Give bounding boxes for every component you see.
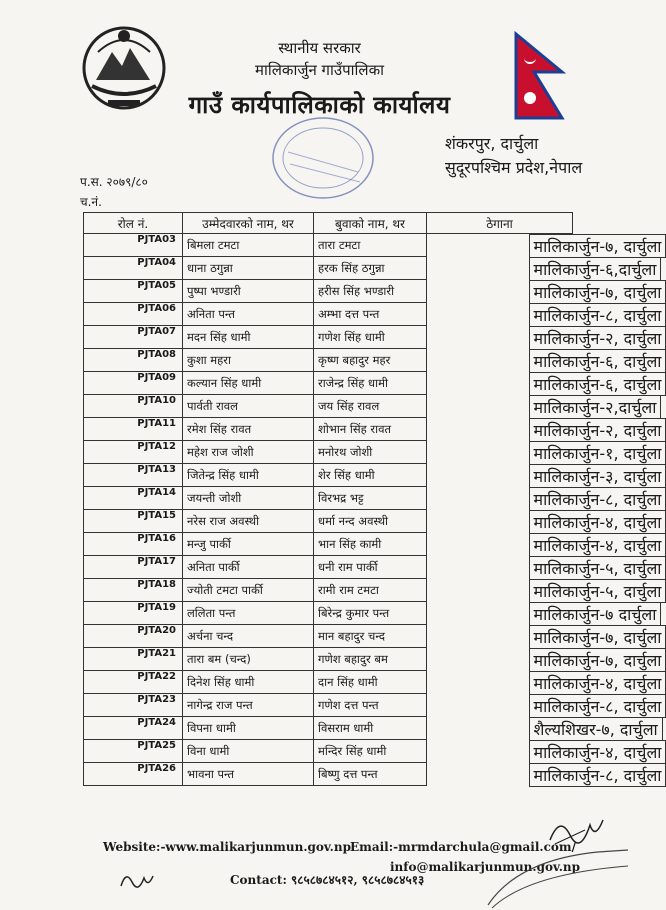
table-row [84,717,573,740]
cell-roll-number: PJTA23 [84,694,183,717]
cell-father-name: धर्मा नन्द अवस्थी [314,510,427,533]
table-row [84,579,573,602]
column-header-father: बुवाको नाम, थर [314,213,427,234]
cell-father-name: राजेन्द्र सिंह धामी [314,372,427,395]
table-row [84,280,573,303]
cell-father-name: शोभान सिंह रावत [314,418,427,441]
address-line-2: सुदूरपश्चिम प्रदेश,नेपाल [445,158,583,177]
candidate-table [83,212,662,786]
cell-address: मालिकार्जुन-४, दार्चुला [529,533,666,557]
table-row [84,533,573,556]
cell-address: मालिकार्जुन-६,दार्चुला [529,257,662,281]
cell-candidate-name: ललिता पन्त [183,602,314,625]
cell-address: मालिकार्जुन-६, दार्चुला [529,372,666,396]
cell-roll-number: PJTA26 [84,763,183,786]
cell-address: मालिकार्जुन-४, दार्चुला [529,740,666,764]
cell-roll-number: PJTA13 [84,464,183,487]
cell-roll-number: PJTA14 [84,487,183,510]
cell-address: मालिकार्जुन-८, दार्चुला [529,487,666,511]
cell-father-name: दान सिंह धामी [314,671,427,694]
website-link[interactable]: Website:-www.malikarjunmun.gov.np [103,840,351,854]
cell-father-name: विसराम धामी [314,717,427,740]
officer-stamp-icon [478,840,638,910]
signature-initials-icon [118,868,156,892]
cell-candidate-name: दिनेश सिंह धामी [183,671,314,694]
table-row [84,395,573,418]
cell-address: मालिकार्जुन-७ दार्चुला [529,602,662,626]
cell-candidate-name: अर्चना चन्द [183,625,314,648]
cell-father-name: मान बहादुर चन्द [314,625,427,648]
cell-roll-number: PJTA05 [84,280,183,303]
cell-roll-number: PJTA25 [84,740,183,763]
office-title: गाउँ कार्यपालिकाको कार्यालय [188,91,451,119]
table-row [84,349,573,372]
cell-roll-number: PJTA09 [84,372,183,395]
office-stamp-icon [268,112,378,204]
cell-roll-number: PJTA18 [84,579,183,602]
email-link-secondary[interactable]: info@malikarjunmun.gov.np [390,860,581,874]
table-row [84,625,573,648]
cell-roll-number: PJTA15 [84,510,183,533]
cell-father-name: धनी राम पार्की [314,556,427,579]
cell-father-name: शेर सिंह धामी [314,464,427,487]
column-header-candidate: उम्मेदवारको नाम, थर [183,213,314,234]
cell-candidate-name: बिमला टमटा [183,234,314,257]
cell-father-name: मन्दिर सिंह धामी [314,740,427,763]
government-label: स्थानीय सरकार [278,39,361,57]
cell-address: मालिकार्जुन-७, दार्चुला [529,280,666,304]
address-line-1: शंकरपुर, दार्चुला [445,134,539,153]
table-row [84,740,573,763]
column-header-address: ठेगाना [427,213,573,234]
cell-father-name: गणेश सिंह धामी [314,326,427,349]
cell-father-name: बिरेन्द्र कुमार पन्त [314,602,427,625]
table-row [84,648,573,671]
table-row [84,694,573,717]
municipality-name: मालिकार्जुन गाउँपालिका [255,61,384,79]
cell-father-name: कृष्ण बहादुर महर [314,349,427,372]
cell-address: मालिकार्जुन-४, दार्चुला [529,671,666,695]
cell-roll-number: PJTA03 [84,234,183,257]
cell-address: मालिकार्जुन-६, दार्चुला [529,349,666,373]
cell-roll-number: PJTA11 [84,418,183,441]
cell-roll-number: PJTA04 [84,257,183,280]
table-row [84,602,573,625]
table-header-row [84,213,573,234]
table-row [84,487,573,510]
cell-candidate-name: मन्जु पार्की [183,533,314,556]
cell-candidate-name: कुशा महरा [183,349,314,372]
table-row [84,671,573,694]
table-row [84,510,573,533]
table-row [84,372,573,395]
cell-address: मालिकार्जुन-८, दार्चुला [529,303,666,327]
cell-candidate-name: विपना धामी [183,717,314,740]
cell-candidate-name: भावना पन्त [183,763,314,786]
cell-roll-number: PJTA24 [84,717,183,740]
cell-roll-number: PJTA21 [84,648,183,671]
cell-candidate-name: धाना ठगुन्ना [183,257,314,280]
cell-father-name: हरक सिंह ठगुन्ना [314,257,427,280]
table-row [84,763,573,786]
cell-address: मालिकार्जुन-८, दार्चुला [529,694,666,718]
cell-roll-number: PJTA08 [84,349,183,372]
cell-roll-number: PJTA22 [84,671,183,694]
cell-address: मालिकार्जुन-७, दार्चुला [529,234,666,258]
cell-address: मालिकार्जुन-७, दार्चुला [529,625,666,649]
cell-roll-number: PJTA19 [84,602,183,625]
cell-candidate-name: ज्योती टमटा पार्की [183,579,314,602]
cell-candidate-name: अनिता पन्त [183,303,314,326]
cell-father-name: रामी राम टमटा [314,579,427,602]
cell-father-name: गणेश दत्त पन्त [314,694,427,717]
cell-roll-number: PJTA07 [84,326,183,349]
cell-address: मालिकार्जुन-७, दार्चुला [529,648,666,672]
cell-father-name: तारा टमटा [314,234,427,257]
cell-father-name: जय सिंह रावल [314,395,427,418]
cell-roll-number: PJTA16 [84,533,183,556]
cell-father-name: बिष्णु दत्त पन्त [314,763,427,786]
cell-address: मालिकार्जुन-२, दार्चुला [529,418,666,442]
table-row [84,556,573,579]
cell-roll-number: PJTA17 [84,556,183,579]
cell-candidate-name: विना धामी [183,740,314,763]
cell-roll-number: PJTA10 [84,395,183,418]
cell-candidate-name: जयन्ती जोशी [183,487,314,510]
cell-address: मालिकार्जुन-३, दार्चुला [529,464,666,488]
fiscal-year: प.स. २०७९/८० [80,175,148,189]
cell-father-name: अम्भा दत्त पन्त [314,303,427,326]
cell-roll-number: PJTA20 [84,625,183,648]
table-row [84,257,573,280]
cell-candidate-name: मदन सिंह धामी [183,326,314,349]
reference-number: च.नं. [80,195,102,209]
cell-candidate-name: अनिता पार्की [183,556,314,579]
cell-candidate-name: तारा बम (चन्द) [183,648,314,671]
table-row [84,441,573,464]
table-row [84,234,573,257]
cell-father-name: मनोरथ जोशी [314,441,427,464]
cell-address: मालिकार्जुन-२,दार्चुला [529,395,662,419]
cell-address: मालिकार्जुन-८, दार्चुला [529,763,666,787]
cell-candidate-name: रमेश सिंह रावत [183,418,314,441]
column-header-roll: रोल नं. [84,213,183,234]
table-row [84,326,573,349]
contact-numbers: Contact: ९८५८७८४५१२, ९८५८७८४५१३ [230,873,425,887]
cell-candidate-name: पुष्पा भण्डारी [183,280,314,303]
cell-father-name: गणेश बहादुर बम [314,648,427,671]
cell-address: मालिकार्जुन-५, दार्चुला [529,556,666,580]
cell-address: मालिकार्जुन-२, दार्चुला [529,326,666,350]
cell-address: शैल्यशिखर-७, दार्चुला [529,717,663,741]
cell-father-name: विरभद्र भट्ट [314,487,427,510]
table-row [84,464,573,487]
cell-candidate-name: महेश राज जोशी [183,441,314,464]
cell-father-name: भान सिंह कामी [314,533,427,556]
table-row [84,303,573,326]
cell-father-name: हरीस सिंह भण्डारी [314,280,427,303]
cell-candidate-name: जितेन्द्र सिंह धामी [183,464,314,487]
cell-address: मालिकार्जुन-४, दार्चुला [529,510,666,534]
cell-roll-number: PJTA06 [84,303,183,326]
cell-candidate-name: नागेन्द्र राज पन्त [183,694,314,717]
email-link-primary[interactable]: Email:-mrmdarchula@gmail.com/ [350,840,576,854]
cell-candidate-name: पार्वती रावल [183,395,314,418]
cell-address: मालिकार्जुन-१, दार्चुला [529,441,666,465]
cell-address: मालिकार्जुन-५, दार्चुला [529,579,666,603]
cell-roll-number: PJTA12 [84,441,183,464]
cell-candidate-name: नरेस राज अवस्थी [183,510,314,533]
cell-candidate-name: कल्यान सिंह धामी [183,372,314,395]
table-row [84,418,573,441]
